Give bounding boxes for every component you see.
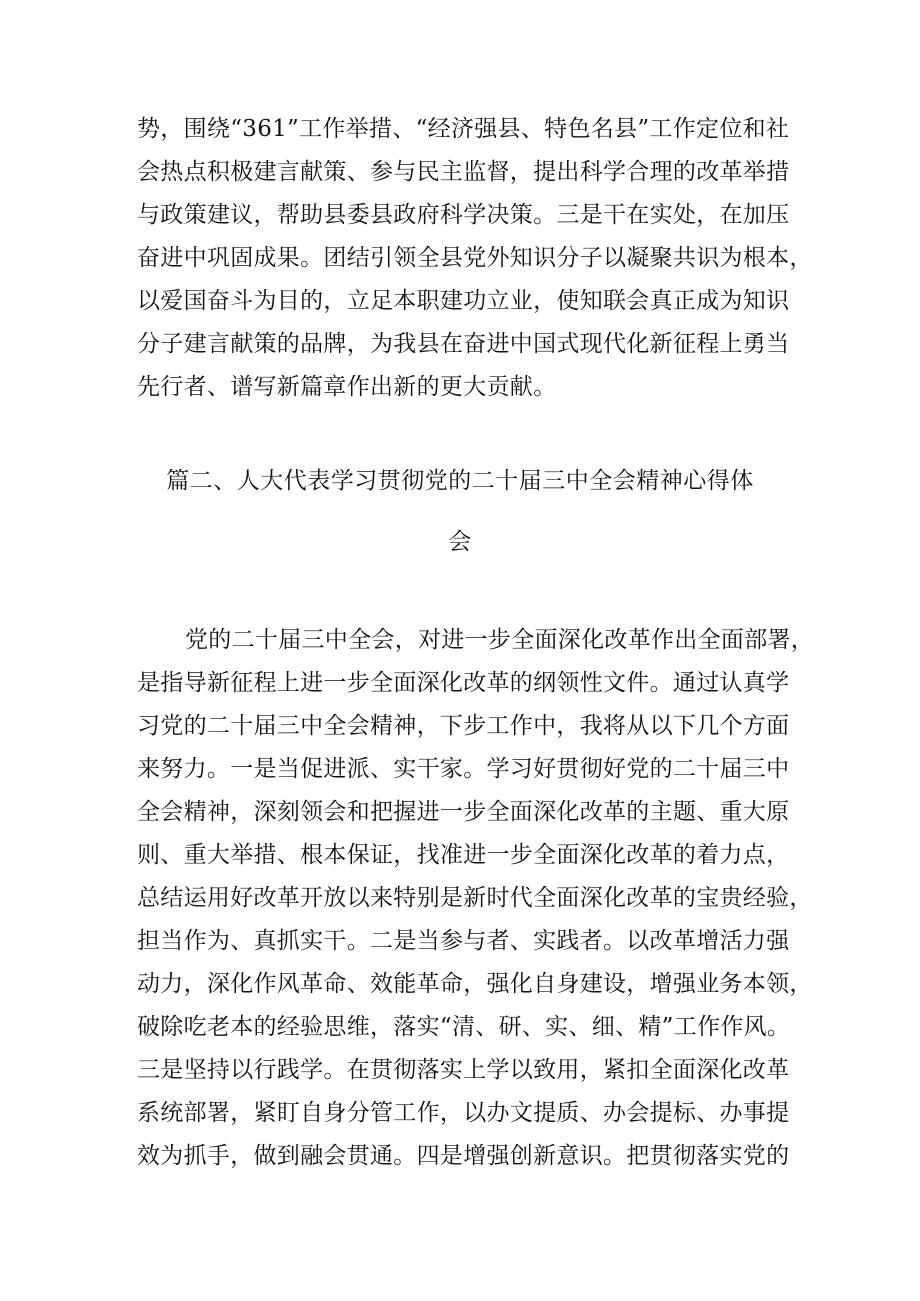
text-line: 动力，深化作风革命、效能革命，强化自身建设，增强业务本领， <box>137 971 813 997</box>
text-line: 系统部署，紧盯自身分管工作，以办文提质、办会提标、办事提 <box>137 1100 790 1126</box>
text-line: 以爱国奋斗为目的，立足本职建功立业，使知联会真正成为知识 <box>137 288 790 314</box>
text-line: 则、重大举措、根本保证，找准进一步全面深化改革的着力点， <box>137 842 790 868</box>
text-line: 分子建言献策的品牌，为我县在奋进中国式现代化新征程上勇当 <box>137 331 790 357</box>
text-line: 会热点积极建言献策、参与民主监督，提出科学合理的改革举措 <box>137 159 790 185</box>
text-line: 奋进中巩固成果。团结引领全县党外知识分子以凝聚共识为根本， <box>137 245 813 271</box>
text-line: 先行者、谱写新篇章作出新的更大贡献。 <box>137 374 557 400</box>
text-line: 是指导新征程上进一步全面深化改革的纲领性文件。通过认真学 <box>137 670 790 696</box>
text-line: 效为抓手，做到融会贯通。四是增强创新意识。把贯彻落实党的 <box>137 1143 790 1169</box>
text-line: 全会精神，深刻领会和把握进一步全面深化改革的主题、重大原 <box>137 799 790 825</box>
text-line: 来努力。一是当促进派、实干家。学习好贯彻好党的二十届三中 <box>137 756 790 782</box>
text-line: 担当作为、真抓实干。二是当参与者、实践者。以改革增活力强 <box>137 928 790 954</box>
text-line: 总结运用好改革开放以来特别是新时代全面深化改革的宝贵经验， <box>137 885 813 911</box>
heading-line: 会 <box>448 529 472 555</box>
text-line: 破除吃老本的经验思维，落实“清、研、实、细、精”工作作风。 <box>137 1014 791 1040</box>
heading-line: 篇二、人大代表学习贯彻党的二十届三中全会精神心得体 <box>166 468 754 494</box>
text-line: 习党的二十届三中全会精神，下步工作中，我将从以下几个方面 <box>137 713 790 739</box>
text-line: 三是坚持以行践学。在贯彻落实上学以致用，紧扣全面深化改革 <box>137 1057 790 1083</box>
text-line: 党的二十届三中全会，对进一步全面深化改革作出全面部署， <box>185 627 815 653</box>
text-line: 势，围绕“361”工作举措、“经济强县、特色名县”工作定位和社 <box>137 116 790 142</box>
text-line: 与政策建议，帮助县委县政府科学决策。三是干在实处，在加压 <box>137 202 790 228</box>
